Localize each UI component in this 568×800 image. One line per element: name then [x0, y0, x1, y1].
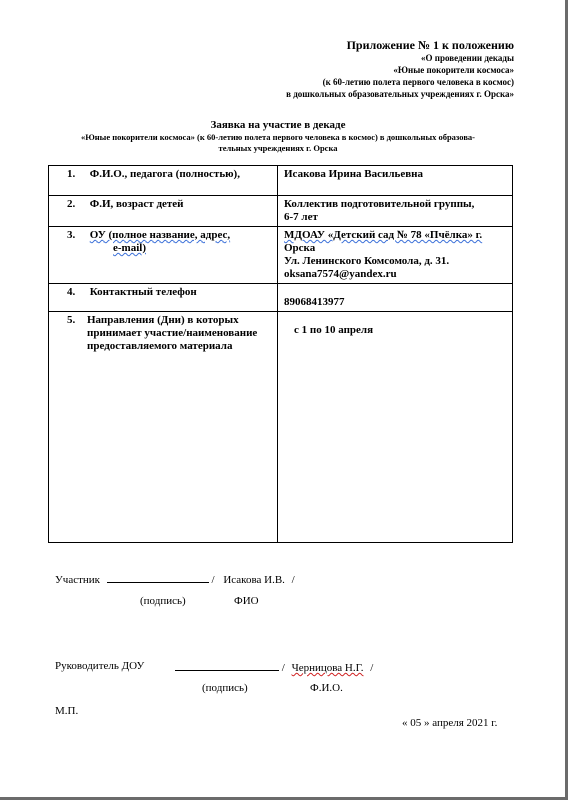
participant-signature-line: Участник / Исакова И.В. /	[55, 574, 295, 586]
stamp-label: М.П.	[55, 705, 79, 717]
appendix-line-3: (к 60-летию полета первого человека в космос)	[322, 77, 514, 87]
appendix-header	[286, 38, 514, 100]
row-3-label: 3. ОУ (полное название, адрес, e-mail)	[49, 227, 278, 284]
row-1-label: 1. Ф.И.О., педагога (полностью),	[49, 166, 278, 196]
row-5-label: 5. Направления (Дни) в которых принимает участие/наименование предоставляемого материала	[49, 312, 278, 543]
director-sign-blank	[175, 660, 279, 671]
row-4-label: 4. Контактный телефон	[49, 284, 278, 312]
document-subtitle-1: «Юные покорители космоса» (к 60-летию полета первого человека в космос) в дошкольных образова-	[80, 132, 476, 142]
row-2-value: Коллектив подготовительной группы, 6-7 лет	[278, 196, 513, 227]
participant-sign-caption: (подпись)	[140, 595, 186, 607]
director-signature-line: / Черницова Н.Г. /	[175, 660, 373, 674]
document-date: « 05 » апреля 2021 г.	[402, 717, 498, 729]
document-heading	[40, 118, 516, 154]
appendix-line-4: в дошкольных образовательных учреждениях г. Орска»	[286, 89, 514, 99]
director-sign-caption: (подпись)	[202, 682, 248, 694]
row-2-label: 2. Ф.И, возраст детей	[49, 196, 278, 227]
table-row	[49, 227, 513, 284]
document-title: Заявка на участие в декаде	[210, 119, 346, 131]
table-row	[49, 166, 513, 196]
appendix-line-2: «Юные покорители космоса»	[393, 65, 514, 75]
participant-sign-blank	[107, 572, 209, 583]
application-form-table	[48, 165, 513, 543]
row-1-value: Исакова Ирина Васильевна	[278, 166, 513, 196]
table-row	[49, 196, 513, 227]
participant-name: Исакова И.В.	[223, 574, 285, 586]
row-4-value: 89068413977	[278, 284, 513, 312]
document-subtitle-2: тельных учреждениях г. Орска	[218, 143, 338, 153]
appendix-title: Приложение № 1 к положению	[346, 38, 514, 52]
director-fio-caption: Ф.И.О.	[310, 682, 343, 694]
table-row	[49, 284, 513, 312]
participant-fio-caption: ФИО	[234, 595, 259, 607]
row-5-value: с 1 по 10 апреля	[278, 312, 513, 543]
participant-label: Участник	[55, 574, 101, 586]
table-row	[49, 312, 513, 543]
director-label: Руководитель ДОУ	[55, 660, 145, 672]
row-3-value: МДОАУ «Детский сад № 78 «Пчёлка» г. Орска Ул. Ленинского Комсомола, д. 31. oksana7574@yandex.ru	[278, 227, 513, 284]
director-name: Черницова Н.Г.	[291, 662, 364, 674]
appendix-line-1: «О проведении декады	[421, 53, 514, 63]
